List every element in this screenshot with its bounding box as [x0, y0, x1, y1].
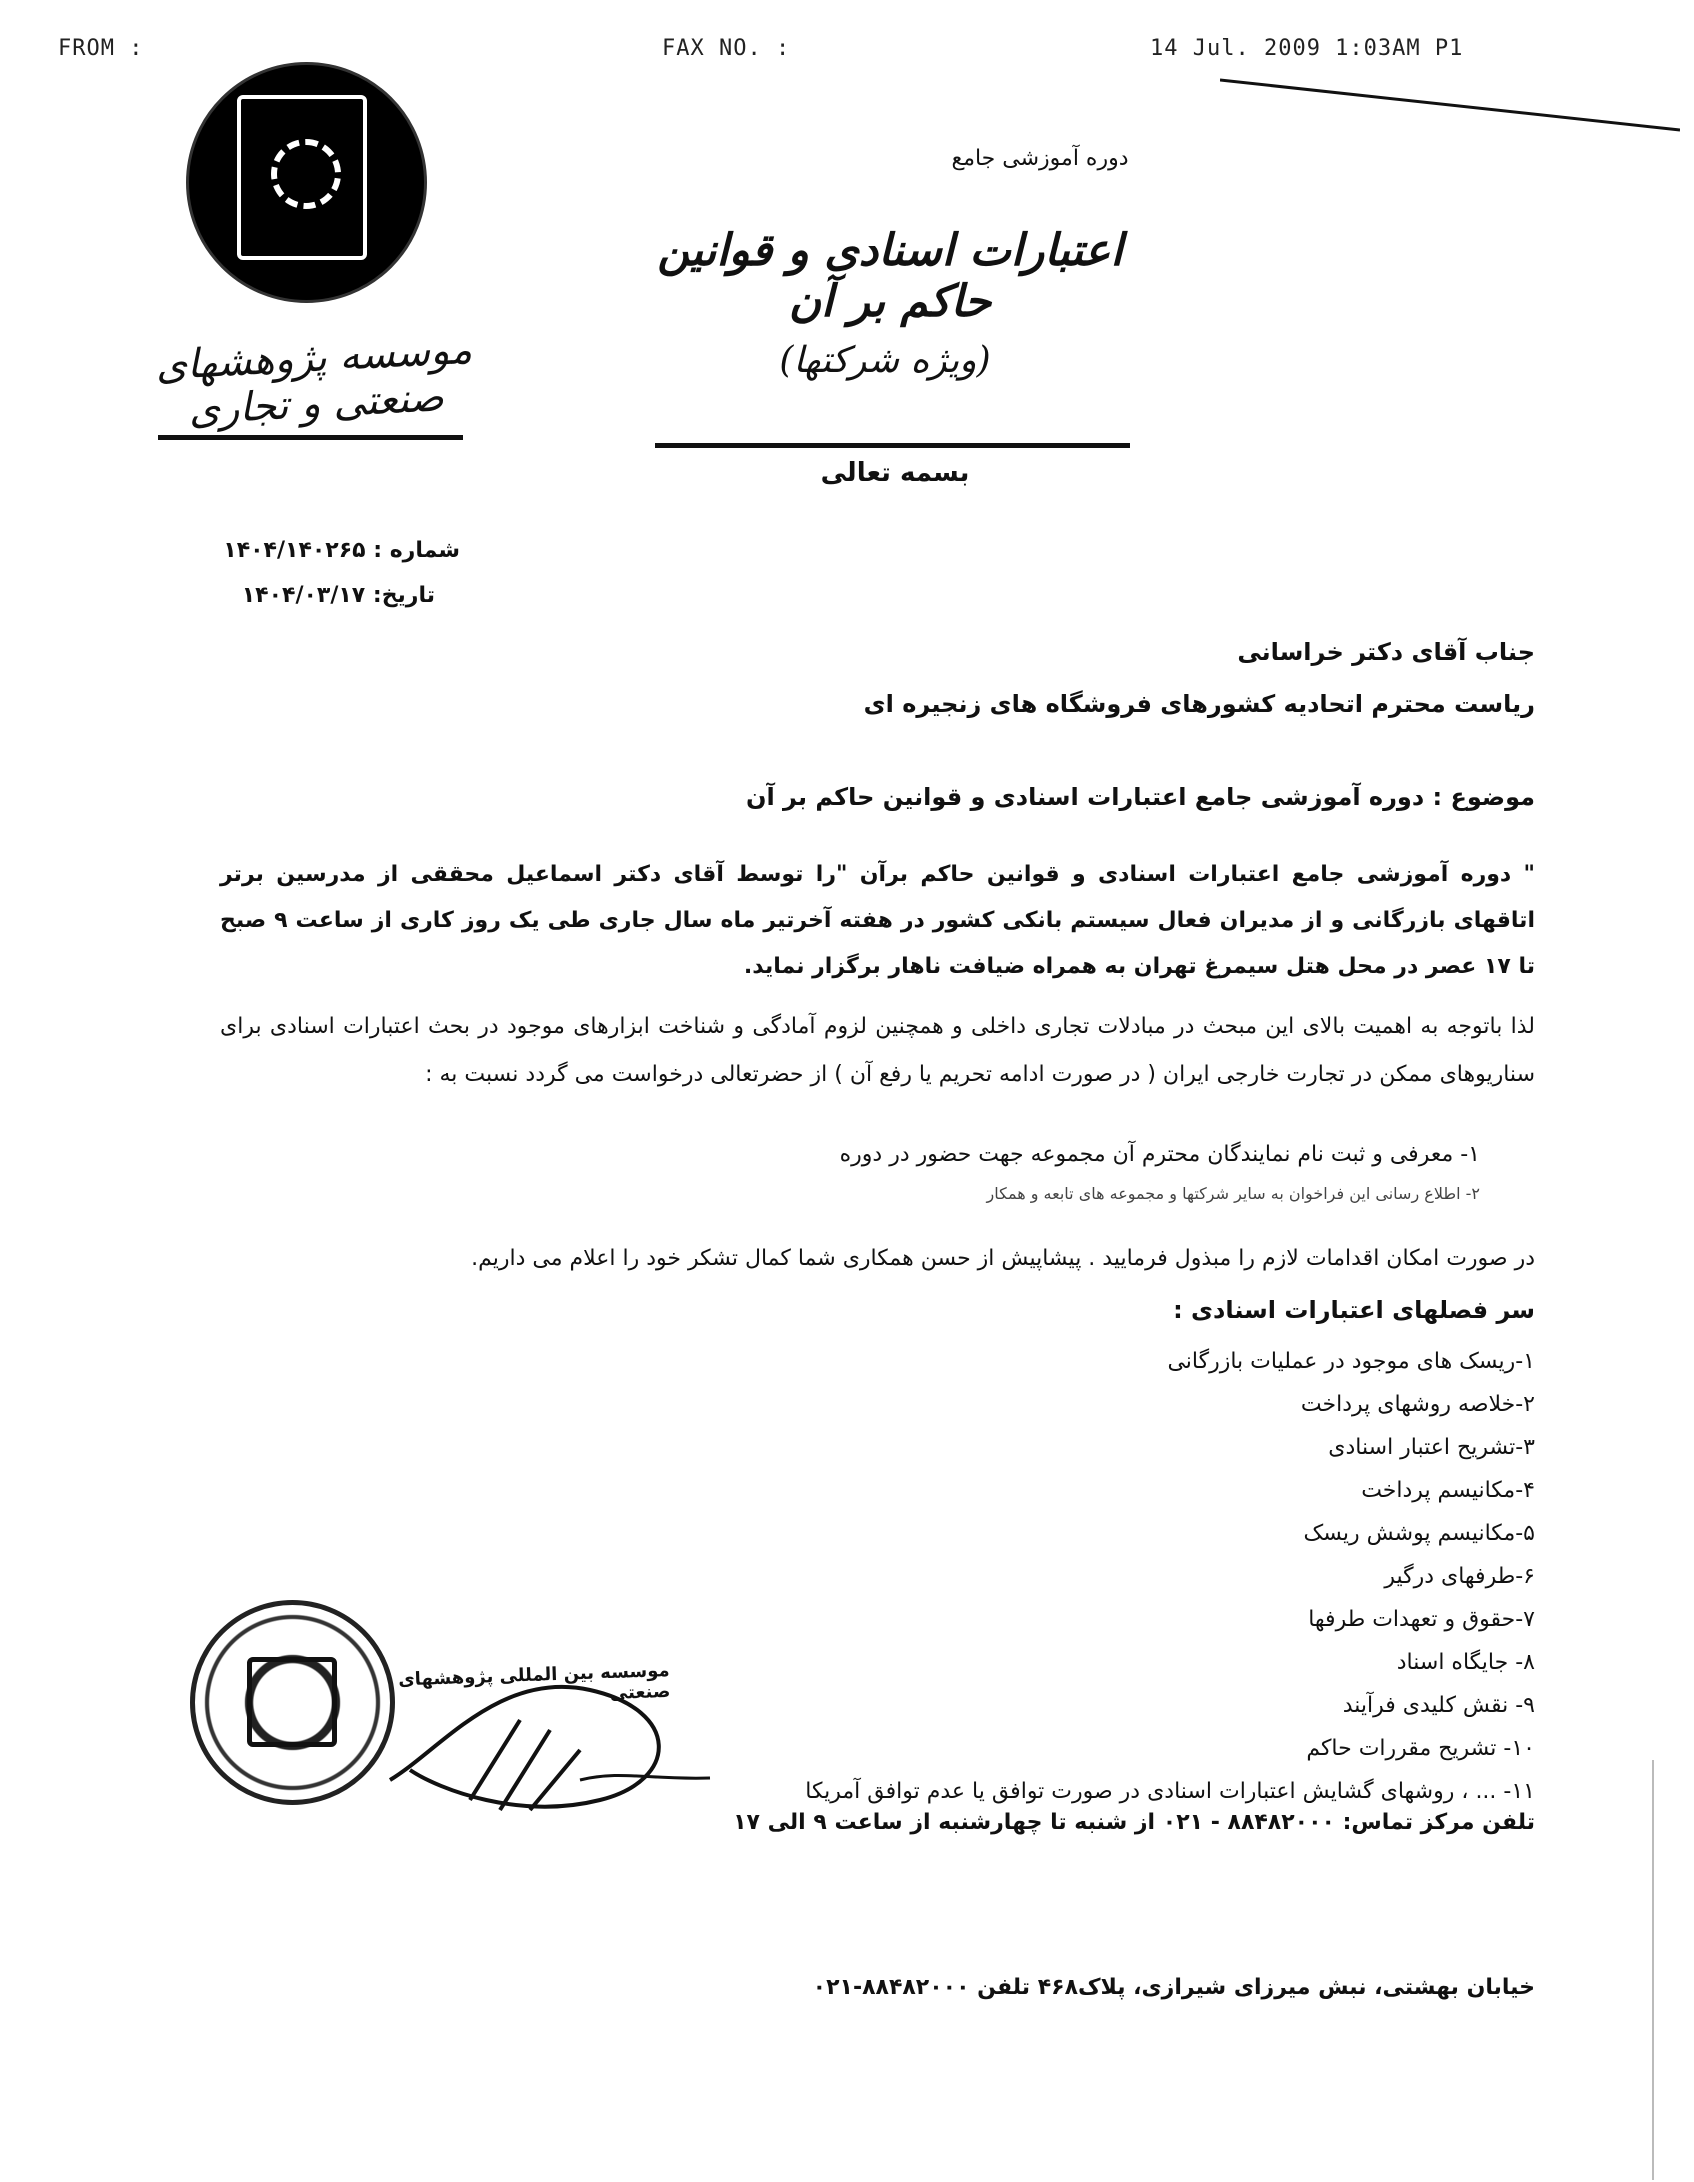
fax-number-label: FAX NO. :: [662, 36, 791, 61]
list-item: ۸- جایگاه اسناد: [1396, 1650, 1535, 1675]
divider-left: [158, 435, 463, 440]
letter-number: شماره : ۱۴۰۴/۱۴۰۲۶۵: [223, 538, 460, 563]
letter-date: تاریخ: ۱۴۰۴/۰۳/۱۷: [241, 583, 435, 608]
list-item: ۲-خلاصه روشهای پرداخت: [1300, 1392, 1535, 1417]
body-paragraph-2: لذا باتوجه به اهمیت بالای این مبحث در مبادلات تجاری داخلی و همچنین لزوم آمادگی و شناخت ابزارهای موجود در بحث اعتبارات اسنادی برای سناریوهای ممکن در تجارت خارجی ایران ( در صورت ادامه تحریم یا رفع آن ) از حضرتعالی درخواست می گردد نسبت به :: [220, 1014, 1535, 1087]
list-item: ۹- نقش کلیدی فرآیند: [1342, 1693, 1535, 1718]
course-small-title: دوره آموزشی جامع: [951, 146, 1129, 171]
action-item: ۲- اطلاع رسانی این فراخوان به سایر شرکتها و مجموعه های تابعه و همکار: [986, 1184, 1480, 1203]
list-item: ۱۰- تشریح مقررات حاکم: [1306, 1736, 1535, 1761]
letter-subject: موضوع : دوره آموزشی جامع اعتبارات اسنادی و قوانین حاکم بر آن: [745, 783, 1535, 811]
signature-icon: [380, 1630, 720, 1840]
headings-title: سر فصلهای اعتبارات اسنادی :: [1173, 1296, 1535, 1324]
list-item: ۵-مکانیسم پوشش ریسک: [1303, 1521, 1535, 1546]
seal-text: موسسه بین المللی پژوهشهای صنعتی: [397, 1659, 671, 1705]
contact-line: تلفن مرکز تماس: ۸۸۴۸۲۰۰۰ - ۰۲۱ از شنبه تا چهارشنبه از ساعت ۹ الی ۱۷: [733, 1810, 1535, 1835]
recipient-title: ریاست محترم اتحادیه کشورهای فروشگاه های زنجیره ای: [863, 690, 1535, 718]
course-title: اعتبارات اسنادی و قوانین حاکم بر آن: [657, 225, 1123, 327]
list-item: ۱-ریسک های موجود در عملیات بازرگانی: [1167, 1349, 1535, 1374]
headings-list: [700, 1340, 1535, 1813]
closing-paragraph: در صورت امکان اقدامات لازم را مبذول فرمایید . پیشاپیش از حسن همکاری شما کمال تشکر خود را اعلام می داریم.: [471, 1246, 1535, 1271]
list-item: ۷-حقوق و تعهدات طرفها: [1308, 1607, 1535, 1632]
address-line: خیابان بهشتی، نبش میرزای شیرازی، پلاک۴۶۸ تلفن ۸۸۴۸۲۰۰۰-۰۲۱: [812, 1975, 1535, 2000]
fax-datetime: 14 Jul. 2009 1:03AM P1: [1150, 36, 1464, 61]
list-item: ۱۱- ... ، روشهای گشایش اعتبارات اسنادی در صورت توافق یا عدم توافق آمریکا: [805, 1779, 1535, 1804]
divider-center: [655, 443, 1130, 448]
fax-edge-line: [1220, 60, 1680, 140]
fax-edge-vertical: [1652, 1760, 1654, 2180]
list-item: ۴-مکانیسم پرداخت: [1361, 1478, 1535, 1503]
course-subtitle: (ویژه شرکتها): [779, 340, 991, 381]
basmala: بسمه تعالی: [820, 458, 970, 488]
recipient-name: جناب آقای دکتر خراسانی: [1237, 638, 1535, 666]
list-item: ۳-تشریح اعتبار اسنادی: [1328, 1435, 1535, 1460]
body-paragraph-1: " دوره آموزشی جامع اعتبارات اسنادی و قوانین حاکم برآن "را توسط آقای دکتر اسماعیل محققی از مدرسین برتر اتاقهای بازرگانی و از مدیران فعال سیستم بانکی کشور در هفته آخرتیر ماه سال جاری طی یک روز کاری از ساعت ۹ صبح تا ۱۷ عصر در محل هتل سیمرغ تهران به همراه ضیافت ناهار برگزار نماید.: [220, 862, 1535, 979]
institute-name: موسسه پژوهشهای صنعتی و تجاری: [154, 326, 474, 434]
list-item: ۶-طرفهای درگیر: [1384, 1564, 1535, 1589]
institute-logo-icon: [186, 62, 427, 303]
official-seal-icon: [190, 1600, 395, 1805]
action-item: ۱- معرفی و ثبت نام نمایندگان محترم آن مجموعه جهت حضور در دوره: [839, 1142, 1480, 1167]
fax-from-label: FROM :: [58, 36, 144, 61]
